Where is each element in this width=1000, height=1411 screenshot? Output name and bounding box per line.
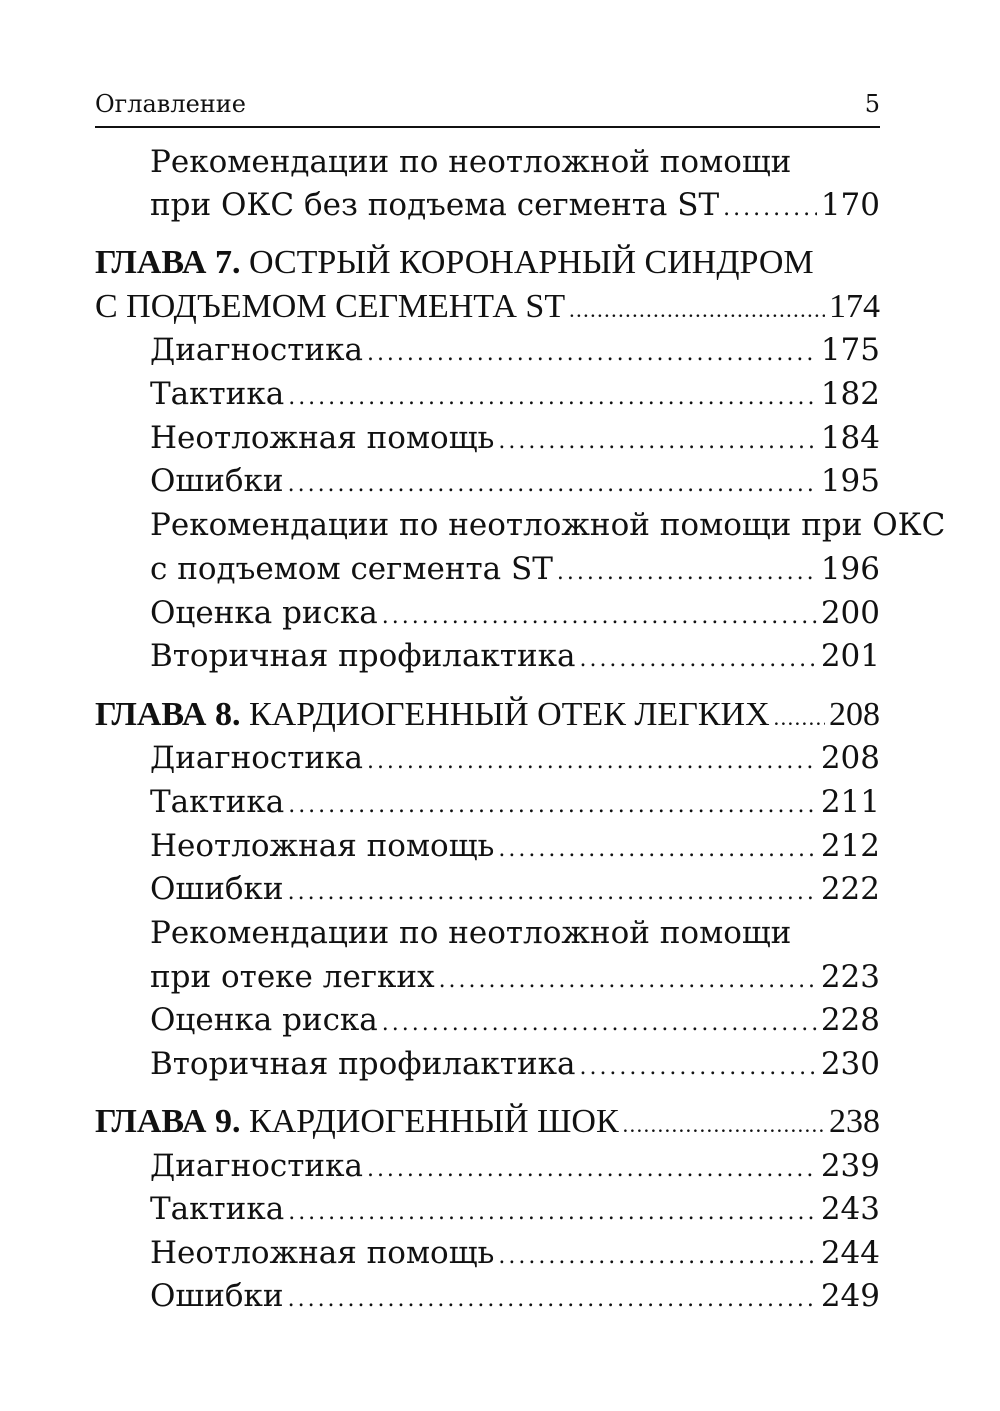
toc-page-number: 182 xyxy=(820,376,880,412)
toc-page-number: 201 xyxy=(820,638,880,674)
toc-entry-text: Тактика xyxy=(150,1191,285,1227)
dot-leader xyxy=(367,332,817,376)
toc-entry-title xyxy=(150,1042,575,1086)
toc-page-number: 243 xyxy=(820,1191,880,1227)
toc-entry-title xyxy=(150,955,435,999)
toc-entry[interactable] xyxy=(150,634,880,678)
dot-leader xyxy=(288,463,817,507)
toc-entry-text: КАРДИОГЕННЫЙ ШОК xyxy=(240,1103,619,1140)
toc-entry-text: Диагностика xyxy=(150,332,363,368)
toc-entry-title xyxy=(150,1274,284,1318)
toc-entry[interactable] xyxy=(150,955,880,999)
toc-entry-title xyxy=(150,824,494,868)
toc-page-number: 222 xyxy=(820,871,880,907)
dot-leader xyxy=(288,871,817,915)
toc-page-number: 249 xyxy=(820,1278,880,1314)
dot-leader xyxy=(774,696,825,740)
toc-entry-text: Оценка риска xyxy=(150,1002,378,1038)
toc-page-number: 228 xyxy=(820,1002,880,1038)
dot-leader xyxy=(498,420,816,464)
toc-entry-text: Диагностика xyxy=(150,1148,363,1184)
toc-entry-text: Ошибки xyxy=(150,1278,284,1314)
toc-entry-text: С ПОДЪЕМОМ СЕГМЕНТА ST xyxy=(95,288,566,325)
toc-entry-text: КАРДИОГЕННЫЙ ОТЕК ЛЕГКИХ xyxy=(240,696,770,733)
toc-entry-title xyxy=(150,416,494,460)
toc-entry-text: Диагностика xyxy=(150,740,363,776)
toc-entry-text: Оценка риска xyxy=(150,595,378,631)
toc-page-number: 196 xyxy=(820,551,880,587)
toc-chapter-line[interactable] xyxy=(95,241,880,285)
toc-entry[interactable] xyxy=(150,183,880,227)
toc-entry-text: при отеке легких xyxy=(150,959,435,995)
toc-entry-title xyxy=(150,1144,363,1188)
toc-entry[interactable] xyxy=(150,736,880,780)
toc-entry[interactable] xyxy=(150,780,880,824)
toc-page-number: 223 xyxy=(820,959,880,995)
toc-page-number: 208 xyxy=(829,696,880,733)
toc-chapter-line[interactable] xyxy=(95,285,880,329)
chapter-number: ГЛАВА 8. xyxy=(95,696,241,733)
toc-entry-text: Ошибки xyxy=(150,871,284,907)
toc-page-number: 244 xyxy=(820,1235,880,1271)
toc-entry-title xyxy=(95,693,770,737)
toc-entry[interactable] xyxy=(150,1042,880,1086)
toc-entry-title xyxy=(150,140,791,184)
toc-entry-text: при ОКС без подъема сегмента ST xyxy=(150,187,720,223)
toc-entry-text: Вторичная профилактика xyxy=(150,1046,576,1082)
toc-entry-title xyxy=(150,1187,284,1231)
toc-entry-text: Неотложная помощь xyxy=(150,420,495,456)
dot-leader xyxy=(288,784,817,828)
toc-entry[interactable] xyxy=(150,911,880,955)
toc-page-number: 211 xyxy=(820,784,880,820)
toc-entry-title xyxy=(95,241,814,285)
dot-leader xyxy=(367,1148,817,1192)
page-number: 5 xyxy=(864,90,880,118)
toc-page-number: 208 xyxy=(820,740,880,776)
toc-entry-title xyxy=(95,1100,619,1144)
toc-entry-title xyxy=(150,503,945,547)
toc-page-number: 238 xyxy=(829,1103,880,1140)
toc-entry-title xyxy=(150,459,284,503)
toc-entry[interactable] xyxy=(150,998,880,1042)
toc-entry-text: Неотложная помощь xyxy=(150,1235,495,1271)
toc-entry[interactable] xyxy=(150,591,880,635)
dot-leader xyxy=(288,1191,817,1235)
toc-entry-title xyxy=(95,285,565,329)
toc-entry-title xyxy=(150,1231,494,1275)
toc-entry[interactable] xyxy=(150,140,880,184)
toc-entry[interactable] xyxy=(150,824,880,868)
toc-entry-text: Рекомендации по неотложной помощи xyxy=(150,915,792,951)
toc-entry-title xyxy=(150,736,363,780)
dot-leader xyxy=(557,551,817,595)
toc-entry-text: Вторичная профилактика xyxy=(150,638,576,674)
dot-leader xyxy=(579,1046,816,1090)
toc-entry-text: с подъемом сегмента ST xyxy=(150,551,553,587)
toc-entry-title xyxy=(150,911,791,955)
toc-page-number: 174 xyxy=(829,288,880,325)
toc-page-number: 212 xyxy=(820,828,880,864)
toc-entry-text: Рекомендации по неотложной помощи при ОКС xyxy=(150,507,946,543)
dot-leader xyxy=(579,638,816,682)
dot-leader xyxy=(382,595,817,639)
toc-page-number: 195 xyxy=(820,463,880,499)
toc-entry[interactable] xyxy=(150,503,946,547)
running-header xyxy=(95,86,880,128)
toc-entry-text: Рекомендации по неотложной помощи xyxy=(150,144,792,180)
toc-entry-title xyxy=(150,867,284,911)
toc-page-number: 184 xyxy=(820,420,880,456)
toc-entry-title xyxy=(150,372,284,416)
dot-leader xyxy=(723,187,817,231)
toc-entry-text: ОСТРЫЙ КОРОНАРНЫЙ СИНДРОМ xyxy=(240,244,814,281)
chapter-number: ГЛАВА 7. xyxy=(95,244,241,281)
toc-page-number: 200 xyxy=(820,595,880,631)
dot-leader xyxy=(367,740,817,784)
toc-entry[interactable] xyxy=(150,867,880,911)
toc-page-number: 170 xyxy=(820,187,880,223)
toc-entry[interactable] xyxy=(150,547,880,591)
dot-leader xyxy=(439,959,817,1003)
toc-entry-title xyxy=(150,634,575,678)
toc-chapter-line[interactable] xyxy=(95,693,880,737)
dot-leader xyxy=(498,1235,816,1279)
toc-page-number: 230 xyxy=(820,1046,880,1082)
toc-entry[interactable] xyxy=(150,1231,880,1275)
running-header-title: Оглавление xyxy=(95,90,246,118)
toc-entry[interactable] xyxy=(150,1187,880,1231)
toc-entry-title xyxy=(150,780,284,824)
dot-leader xyxy=(623,1103,825,1147)
chapter-number: ГЛАВА 9. xyxy=(95,1103,241,1140)
toc-entry-text: Неотложная помощь xyxy=(150,828,495,864)
toc-entry-title xyxy=(150,591,378,635)
dot-leader xyxy=(498,828,816,872)
toc-entry-text: Ошибки xyxy=(150,463,284,499)
toc-entry[interactable] xyxy=(150,459,880,503)
toc-entry[interactable] xyxy=(150,1144,880,1188)
toc-entry[interactable] xyxy=(150,372,880,416)
toc-entry[interactable] xyxy=(150,416,880,460)
toc-entry-title xyxy=(150,998,378,1042)
toc-entry[interactable] xyxy=(150,1274,880,1318)
toc-entry-title xyxy=(150,328,363,372)
toc-chapter-line[interactable] xyxy=(95,1100,880,1144)
toc-page-number: 239 xyxy=(820,1148,880,1184)
toc-entry[interactable] xyxy=(150,328,880,372)
dot-leader xyxy=(288,376,817,420)
dot-leader xyxy=(569,288,825,332)
toc-entry-title xyxy=(150,547,553,591)
dot-leader xyxy=(382,1002,817,1046)
toc-entry-text: Тактика xyxy=(150,376,285,412)
toc-entry-title xyxy=(150,183,719,227)
toc-page-number: 175 xyxy=(820,332,880,368)
dot-leader xyxy=(288,1278,817,1322)
toc-entry-text: Тактика xyxy=(150,784,285,820)
